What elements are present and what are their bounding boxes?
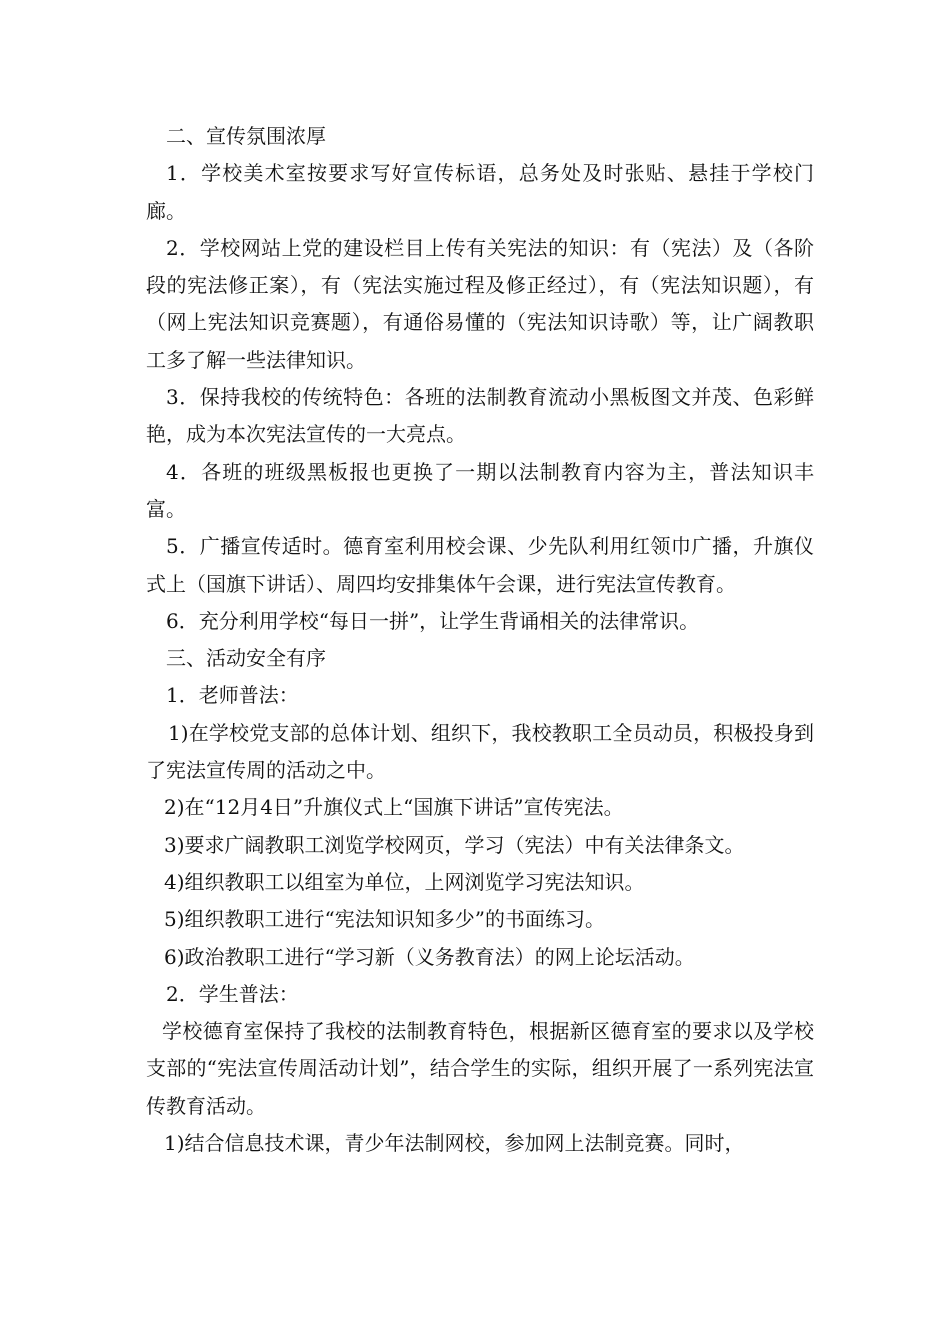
paragraph-item-4: 4．各班的班级黑板报也更换了一期以法制教育内容为主，普法知识丰富。 bbox=[146, 459, 814, 521]
subheading-teacher: 1．老师普法： bbox=[166, 683, 299, 708]
paragraph-item-2: 2．学校网站上党的建设栏目上传有关宪法的知识：有（宪法）及（各阶段的宪法修正案），有（宪法实施过程及修正经过），有（宪法知识题），有（网上宪法知识竞赛题），有通俗易懂的（宪法知识诗歌）等，让广阔教职工多了解一些法律知识。 bbox=[146, 235, 814, 372]
paragraph-student-intro: 学校德育室保持了我校的法制教育特色，根据新区德育室的要求以及学校支部的“宪法宣传周活动计划”，结合学生的实际，组织开展了一系列宪法宣传教育活动。 bbox=[146, 1019, 814, 1118]
list-item-5: 5)组织教职工进行“宪法知识知多少”的书面练习。 bbox=[164, 907, 605, 932]
list-item-3: 3)要求广阔教职工浏览学校网页，学习（宪法）中有关法律条文。 bbox=[164, 832, 745, 857]
paragraph-item-1: 1．学校美术室按要求写好宣传标语，总务处及时张贴、悬挂于学校门廊。 bbox=[146, 161, 814, 223]
paragraph-item-5: 5．广播宣传适时。德育室利用校会课、少先队利用红领巾广播，升旗仪式上（国旗下讲话）、周四均安排集体午会课，进行宪法宣传教育。 bbox=[146, 534, 814, 596]
list-item-student-1: 1)结合信息技术课，青少年法制网校，参加网上法制竞赛。同时， bbox=[164, 1131, 745, 1156]
list-item-1: 1)在学校党支部的总体计划、组织下，我校教职工全员动员，积极投身到了宪法宣传周的活动之中。 bbox=[146, 720, 814, 783]
subheading-student: 2．学生普法： bbox=[166, 981, 299, 1006]
list-item-6: 6)政治教职工进行“学习新（义务教育法）的网上论坛活动。 bbox=[164, 944, 695, 969]
list-item-2: 2)在“12月4日”升旗仪式上“国旗下讲话”宣传宪法。 bbox=[164, 795, 624, 820]
section-heading-2: 二、宣传氛围浓厚 bbox=[166, 124, 326, 148]
section-heading-3: 三、活动安全有序 bbox=[166, 646, 326, 671]
paragraph-item-6: 6．充分利用学校“每日一拼”，让学生背诵相关的法律常识。 bbox=[166, 608, 700, 633]
document-body bbox=[146, 118, 814, 1162]
paragraph-item-3: 3．保持我校的传统特色：各班的法制教育流动小黑板图文并茂、色彩鲜艳，成为本次宪法宣传的一大亮点。 bbox=[146, 385, 814, 447]
list-item-4: 4)组织教职工以组室为单位，上网浏览学习宪法知识。 bbox=[164, 869, 645, 894]
